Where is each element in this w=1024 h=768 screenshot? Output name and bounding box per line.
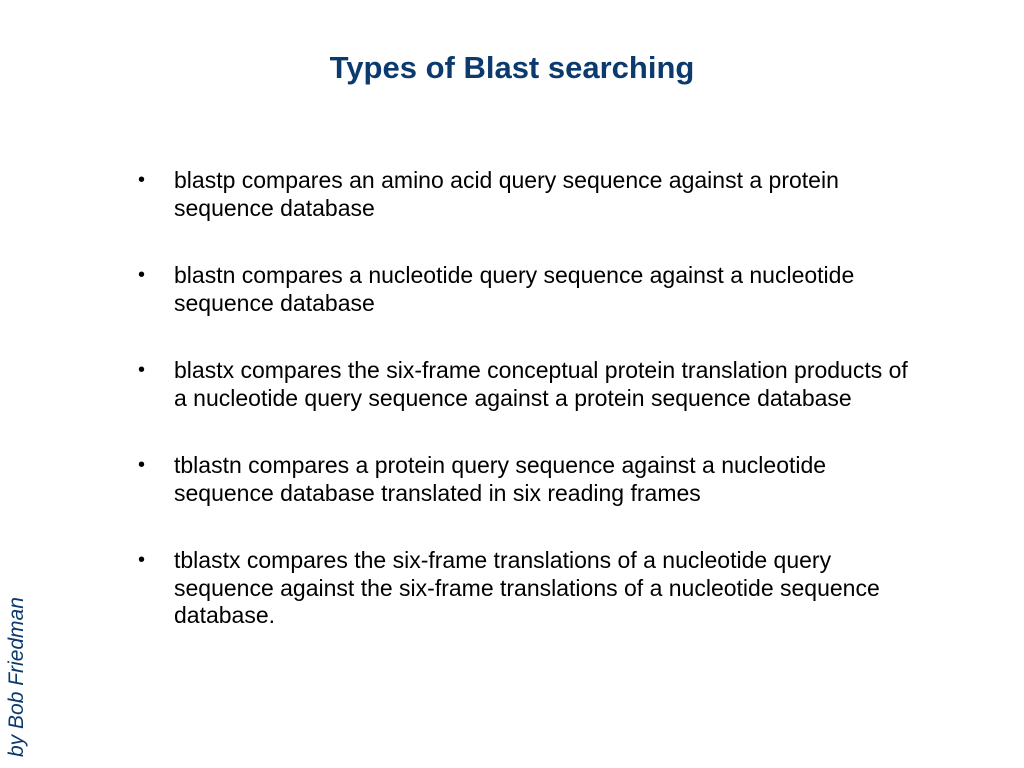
slide-title: Types of Blast searching: [329, 50, 695, 85]
bullet-item-blastn: [130, 262, 910, 317]
bullet-text: tblastx compares the six-frame translations of a nucleotide query sequence against the six-frame translations of a nucleotide sequence database.: [174, 547, 880, 628]
bullet-text: blastx compares the six-frame conceptual protein translation products of a nucleotide query sequence against a protein sequence database: [174, 357, 908, 411]
bullet-text: blastp compares an amino acid query sequence against a protein sequence database: [174, 167, 839, 221]
bullet-item-blastx: [130, 357, 910, 412]
bullet-icon: •: [138, 264, 146, 286]
bullet-icon: •: [138, 169, 146, 191]
bullet-text: tblastn compares a protein query sequence against a nucleotide sequence database translated in six reading frames: [174, 452, 827, 506]
author-credit: by Bob Friedman: [5, 597, 28, 757]
bullet-item-tblastx: [130, 547, 910, 630]
bullet-list: [130, 167, 910, 670]
bullet-item-tblastn: [130, 452, 910, 507]
bullet-text: blastn compares a nucleotide query sequence against a nucleotide sequence database: [174, 262, 855, 316]
bullet-item-blastp: [130, 167, 910, 222]
bullet-icon: •: [138, 359, 146, 381]
bullet-icon: •: [138, 549, 146, 571]
bullet-icon: •: [138, 454, 146, 476]
